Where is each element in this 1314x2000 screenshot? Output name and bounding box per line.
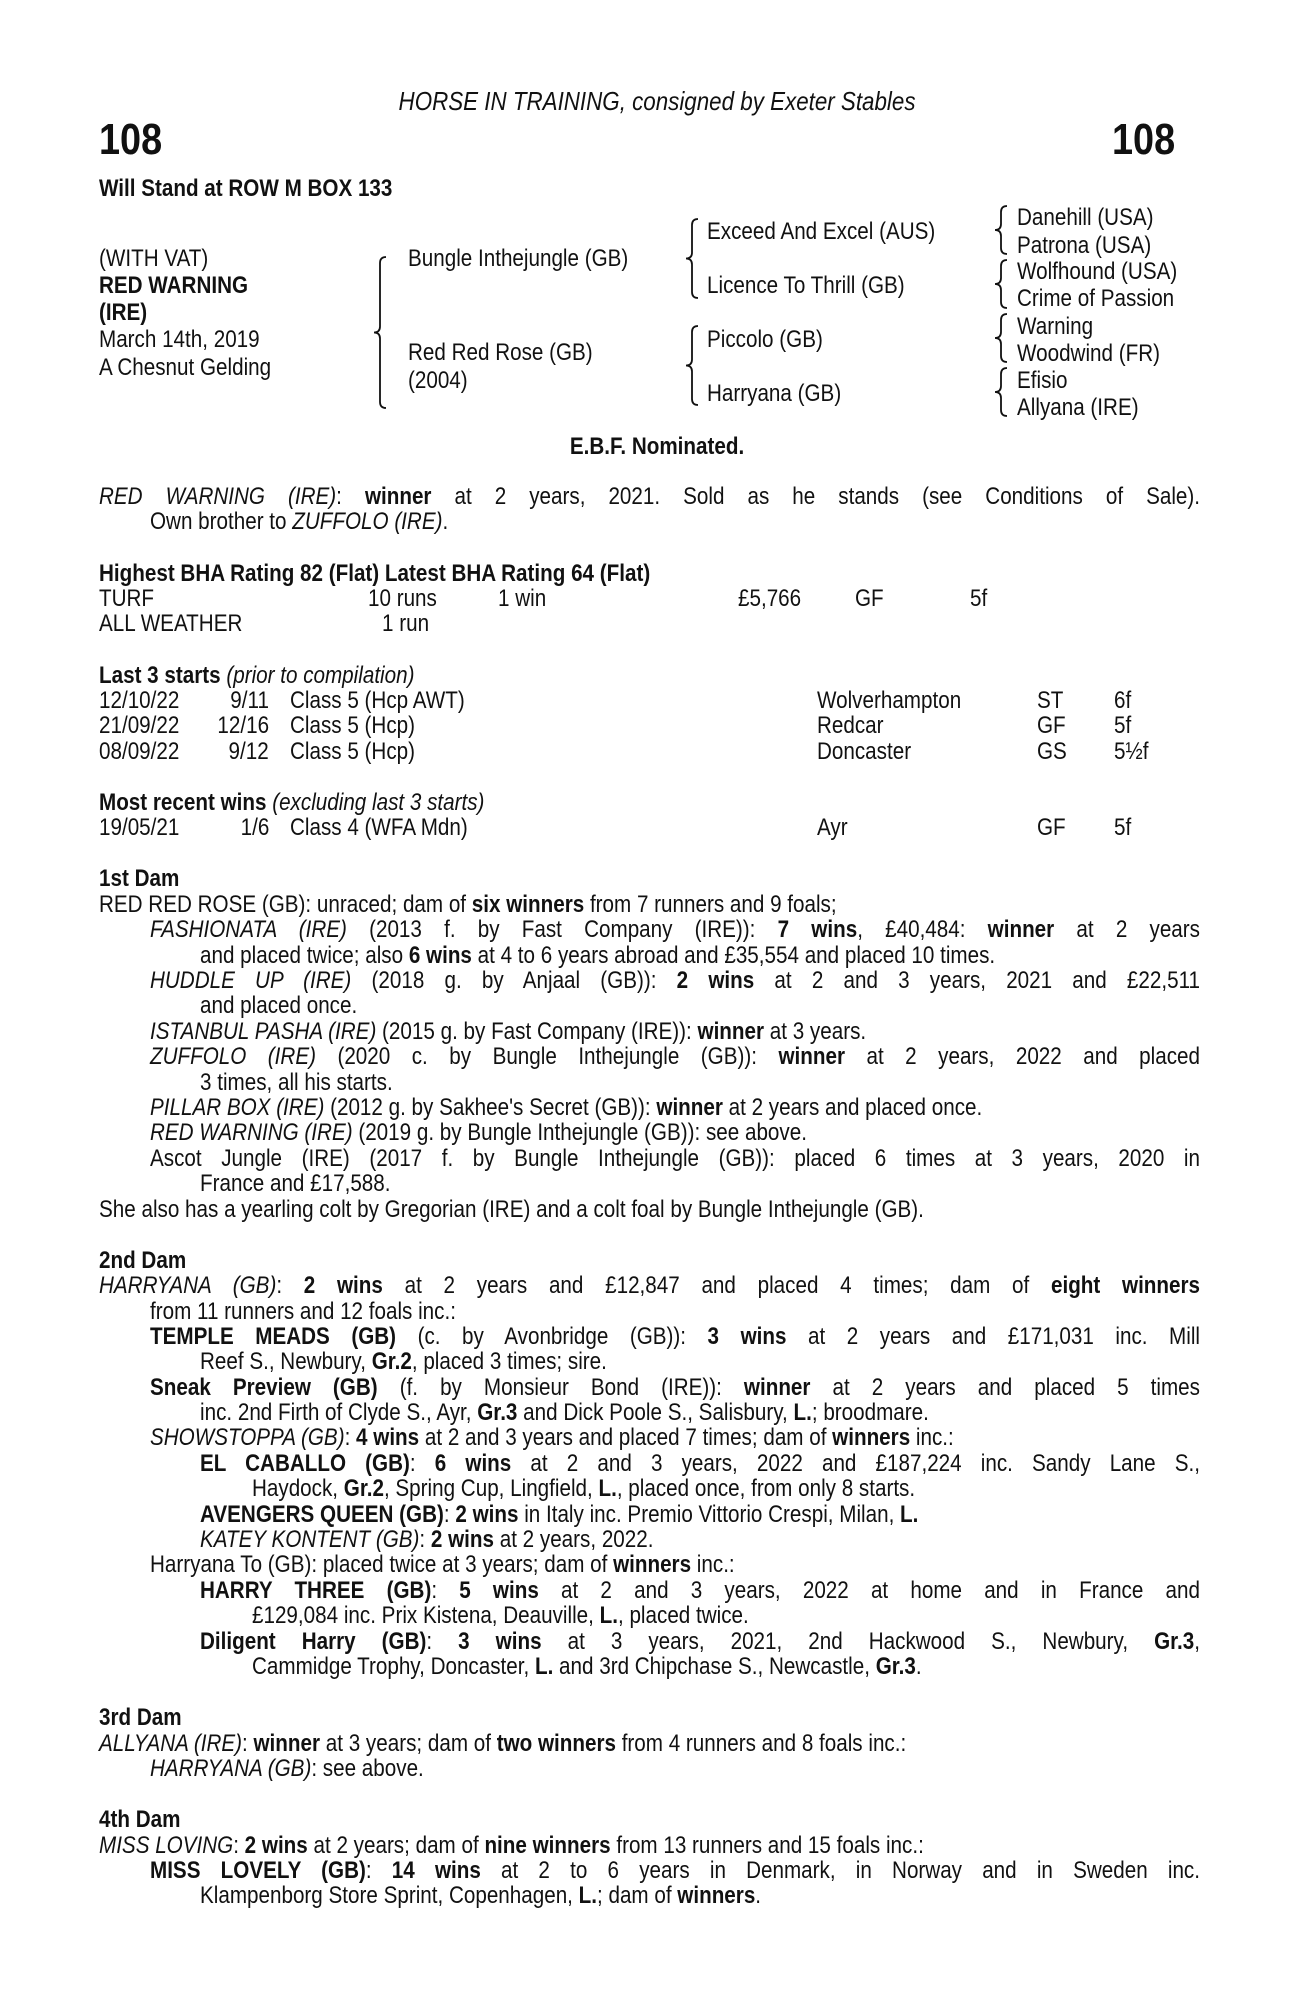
text-line	[252, 1654, 1200, 1679]
bold-text: 2 wins	[430, 1526, 494, 1554]
bold-text: 6 wins	[434, 1449, 512, 1477]
spacer	[99, 764, 1200, 790]
text-line	[99, 1248, 1200, 1273]
bold-text: 7 wins	[777, 916, 858, 944]
bold-text: L.	[598, 1475, 617, 1503]
start-row	[99, 739, 1200, 764]
table-cell: GF	[1037, 712, 1066, 740]
bold-text: winners	[832, 1424, 911, 1452]
bold-text: Gr.3	[1154, 1627, 1195, 1655]
stats-row	[99, 586, 1200, 611]
text-segment: :	[419, 1526, 431, 1554]
text-segment: :	[336, 483, 365, 510]
italic-name: (prior to compilation)	[226, 661, 415, 689]
race-record-body	[99, 484, 1200, 1909]
brace-gen2-sire	[686, 219, 698, 298]
sire: Bungle Inthejungle (GB)	[408, 245, 629, 272]
bold-text: L.	[534, 1653, 554, 1680]
text-line	[200, 1171, 1200, 1196]
text-segment: , £40,484:	[857, 916, 988, 944]
text-segment: Ascot Jungle (IRE) (2017 f. by Bungle Inthejungle (GB)): placed 6 times at 3 years, 2020 in	[150, 1144, 1200, 1172]
text-segment: from 11 runners and 12 foals inc.:	[150, 1297, 456, 1325]
table-cell: 6f	[1114, 686, 1132, 714]
gen4-ancestor: Warning	[1017, 313, 1094, 340]
text-line	[150, 917, 1200, 942]
text-segment: , placed 3 times; sire.	[411, 1348, 607, 1376]
text-segment: RED RED ROSE (GB): unraced; dam of	[99, 890, 472, 918]
bold-text: 3 wins	[707, 1322, 787, 1350]
text-segment: at 2 and 3 years, 2021 and £22,511	[754, 967, 1201, 995]
text-segment: at 2 to 6 years in Denmark, in Norway and in Sweden inc.	[480, 1856, 1200, 1884]
text-line	[200, 1070, 1200, 1095]
bold-text: nine winners	[484, 1831, 611, 1859]
dam-sire: Piccolo (GB)	[707, 326, 823, 353]
bold-text: HARRY THREE (GB)	[200, 1576, 432, 1604]
bold-text: winner	[743, 1373, 811, 1401]
spacer	[99, 1222, 1200, 1248]
bold-text: 2 wins	[455, 1500, 519, 1528]
stand-location: Will Stand at ROW M BOX 133	[99, 175, 393, 202]
gen4-ancestor: Wolfhound (USA)	[1017, 258, 1178, 285]
bold-text: winners	[613, 1551, 692, 1579]
text-line	[200, 1451, 1200, 1476]
bold-text: eight winners	[1050, 1272, 1201, 1300]
brace-gen3	[995, 206, 1007, 254]
text-segment: at 2 years; dam of	[307, 1831, 485, 1859]
bold-text: winner	[656, 1094, 723, 1121]
text-line	[99, 1731, 1200, 1756]
lot-number-right: 108	[1112, 115, 1176, 164]
bold-text: Most recent wins	[99, 788, 267, 816]
bold-text: EL CABALLO (GB)	[200, 1449, 410, 1477]
table-cell: Class 5 (Hcp)	[290, 737, 416, 765]
bold-text: 3 wins	[458, 1627, 542, 1655]
text-line	[150, 1095, 1200, 1120]
text-segment: Cammidge Trophy, Doncaster,	[252, 1653, 535, 1680]
table-cell: Class 5 (Hcp)	[290, 712, 416, 740]
text-segment: .	[442, 508, 449, 536]
text-segment: :	[365, 1856, 392, 1884]
table-cell: Class 5 (Hcp AWT)	[290, 686, 465, 714]
italic-name: HARRYANA (GB)	[150, 1754, 312, 1782]
text-segment: at 3 years, 2021, 2nd Hackwood S., Newbury,	[541, 1627, 1155, 1655]
text-line	[252, 1603, 1200, 1628]
table-cell: ST	[1037, 686, 1064, 714]
text-segment: :	[409, 1449, 435, 1477]
text-segment: Reef S., Newbury,	[200, 1348, 372, 1376]
bold-text: AVENGERS QUEEN (GB)	[200, 1500, 444, 1528]
bold-text: Gr.2	[371, 1348, 412, 1376]
gen4-ancestor: Woodwind (FR)	[1017, 340, 1160, 367]
bold-text: Sneak Preview (GB)	[150, 1373, 378, 1401]
table-cell: Doncaster	[817, 737, 912, 765]
gen4-ancestor: Patrona (USA)	[1017, 232, 1152, 259]
text-segment: Own brother to	[150, 508, 293, 536]
text-line	[200, 1349, 1200, 1374]
bold-text: winner	[987, 916, 1055, 944]
text-segment: France and £17,588.	[200, 1170, 391, 1198]
text-segment: :	[276, 1272, 304, 1300]
text-line	[150, 1019, 1200, 1044]
text-segment: and placed twice; also	[200, 941, 409, 969]
text-segment: at 2 and 3 years and placed 7 times; dam of	[419, 1424, 833, 1452]
text-segment: .	[915, 1653, 922, 1680]
italic-name: FASHIONATA (IRE)	[150, 916, 347, 944]
bold-text: TEMPLE MEADS (GB)	[150, 1322, 397, 1350]
text-segment: :	[443, 1500, 456, 1528]
text-segment: at 2 and 3 years, 2022 at home and in France and	[538, 1576, 1200, 1604]
text-line	[252, 1476, 1200, 1501]
table-cell: Class 4 (WFA Mdn)	[290, 814, 468, 842]
text-segment: at 2 years, 2022.	[493, 1526, 654, 1554]
bold-text: 2 wins	[244, 1831, 308, 1859]
text-line	[99, 790, 1200, 815]
text-line	[99, 1197, 1200, 1222]
bold-text: winner	[697, 1017, 765, 1045]
bold-text: L.	[578, 1882, 597, 1910]
text-segment: ,	[1194, 1627, 1200, 1655]
text-segment: and 3rd Chipchase S., Newcastle,	[553, 1653, 876, 1680]
text-segment: :	[431, 1576, 460, 1604]
bold-text: six winners	[471, 890, 585, 918]
text-segment: She also has a yearling colt by Gregorian (IRE) and a colt foal by Bungle Inthejungle (GB).	[99, 1195, 924, 1223]
table-cell: 1 run	[382, 610, 430, 638]
italic-name: ISTANBUL PASHA (IRE)	[150, 1017, 377, 1045]
catalogue-header: HORSE IN TRAINING, consigned by Exeter Stables	[398, 86, 916, 116]
italic-name: MISS LOVING	[99, 1831, 234, 1859]
text-segment: at 2 years	[1054, 916, 1200, 944]
lot-number-left: 108	[99, 115, 163, 164]
bold-text: two winners	[496, 1729, 616, 1757]
text-segment: inc.:	[691, 1551, 735, 1579]
text-segment: at 4 to 6 years abroad and £35,554 and placed 10 times.	[471, 941, 996, 969]
text-line	[150, 1299, 1200, 1324]
text-segment: from 13 runners and 15 foals inc.:	[610, 1831, 924, 1859]
text-line	[200, 1527, 1200, 1552]
horse-description: A Chesnut Gelding	[99, 354, 272, 381]
bold-text: L.	[793, 1399, 812, 1427]
italic-name: HARRYANA (GB)	[99, 1272, 277, 1300]
italic-name: ZUFFOLO (IRE)	[292, 508, 443, 536]
text-segment: 3 times, all his starts.	[200, 1068, 393, 1096]
bold-text: 14 wins	[391, 1856, 481, 1884]
text-segment: (2019 g. by Bungle Inthejungle (GB)): see above.	[352, 1119, 807, 1147]
gen4-ancestor: Efisio	[1017, 367, 1068, 394]
gen4-ancestor: Allyana (IRE)	[1017, 394, 1139, 421]
text-line	[99, 866, 1200, 891]
text-segment: (2013 f. by Fast Company (IRE)):	[346, 916, 778, 944]
italic-name: ALLYANA (IRE)	[99, 1729, 243, 1757]
text-line	[150, 1375, 1200, 1400]
text-segment: at 2 and 3 years, 2022 and £187,224 inc. Sandy Lane S.,	[511, 1449, 1201, 1477]
bold-text: 6 wins	[408, 941, 472, 969]
table-cell: 1/6	[240, 814, 269, 842]
text-line	[200, 1883, 1200, 1908]
text-segment: from 4 runners and 8 foals inc.:	[615, 1729, 907, 1757]
brace-gen2-dam	[686, 326, 698, 405]
table-cell: 1 win	[498, 584, 547, 612]
bold-text: Diligent Harry (GB)	[200, 1627, 427, 1655]
text-segment: ; dam of	[596, 1882, 678, 1910]
table-cell: 12/16	[217, 712, 269, 740]
text-line	[150, 1425, 1200, 1450]
text-line	[99, 1273, 1200, 1298]
text-segment: (2012 g. by Sakhee's Secret (GB)):	[324, 1094, 657, 1121]
spacer	[99, 535, 1200, 561]
table-cell: 5f	[1114, 712, 1132, 740]
text-segment: at 2 years, 2021. Sold as he stands (see Conditions of Sale).	[431, 483, 1201, 510]
brace-gen1	[374, 257, 386, 408]
text-segment: : see above.	[311, 1754, 424, 1782]
bold-text: 4th Dam	[99, 1806, 181, 1834]
text-line	[150, 509, 1200, 534]
text-line	[200, 1400, 1200, 1425]
bold-text: Gr.2	[343, 1475, 384, 1503]
text-segment: at 3 years.	[764, 1017, 867, 1045]
text-segment: (2018 g. by Anjaal (GB)):	[351, 967, 677, 995]
table-cell: 9/11	[230, 686, 269, 714]
text-segment: :	[344, 1424, 357, 1452]
table-cell: £5,766	[738, 584, 802, 612]
bold-text: 4 wins	[356, 1424, 420, 1452]
bold-text: 5 wins	[459, 1576, 539, 1604]
table-cell: 08/09/22	[99, 737, 180, 765]
ebf-nominated: E.B.F. Nominated.	[569, 433, 745, 460]
bold-text: 1st Dam	[99, 865, 180, 893]
text-segment: at 2 years and £12,847 and placed 4 times; dam of	[382, 1272, 1051, 1300]
bold-text: 2 wins	[676, 967, 755, 995]
text-line	[99, 484, 1200, 509]
bold-text: winners	[677, 1882, 756, 1910]
text-segment: at 3 years; dam of	[320, 1729, 497, 1757]
text-segment: £129,084 inc. Prix Kistena, Deauville,	[252, 1602, 600, 1630]
text-line	[150, 1324, 1200, 1349]
text-segment: ; broodmare.	[811, 1399, 929, 1427]
table-cell: Redcar	[817, 712, 884, 740]
spacer	[99, 1679, 1200, 1705]
text-line	[150, 1044, 1200, 1069]
text-segment: inc.:	[910, 1424, 954, 1452]
italic-name: PILLAR BOX (IRE)	[150, 1094, 325, 1121]
text-line	[150, 1146, 1200, 1171]
bold-text: L.	[599, 1602, 618, 1630]
gen4-ancestor: Crime of Passion	[1017, 285, 1175, 312]
text-segment: from 7 runners and 9 foals;	[584, 890, 837, 918]
text-segment: :	[242, 1729, 254, 1757]
brace-gen3	[995, 368, 1007, 416]
text-line	[200, 993, 1200, 1018]
table-cell: 12/10/22	[99, 686, 180, 714]
text-segment: , placed twice.	[617, 1602, 749, 1630]
bold-text: 2 wins	[303, 1272, 383, 1300]
text-segment: at 2 years and placed 5 times	[810, 1373, 1200, 1401]
foaling-date: March 14th, 2019	[99, 326, 260, 353]
bold-text: L.	[900, 1500, 919, 1528]
start-row	[99, 713, 1200, 738]
table-cell: 5f	[1114, 814, 1132, 842]
italic-name: RED WARNING (IRE)	[99, 483, 337, 510]
text-segment: and Dick Poole S., Salisbury,	[517, 1399, 794, 1427]
text-line	[99, 1705, 1200, 1730]
text-line	[99, 561, 1200, 586]
text-line	[150, 968, 1200, 993]
text-line	[150, 1552, 1200, 1577]
dam-year: (2004)	[408, 367, 468, 394]
bold-text: Gr.3	[477, 1399, 518, 1427]
spacer	[99, 1781, 1200, 1807]
text-line	[99, 1833, 1200, 1858]
table-cell: Wolverhampton	[817, 686, 962, 714]
text-segment: (2015 g. by Fast Company (IRE)):	[376, 1017, 698, 1045]
table-cell: TURF	[99, 584, 155, 612]
text-line	[150, 1120, 1200, 1145]
bold-text: Last 3 starts	[99, 661, 221, 689]
text-line	[200, 1502, 1200, 1527]
table-cell: 10 runs	[368, 584, 437, 612]
dam-dam: Harryana (GB)	[707, 380, 842, 407]
text-segment: inc. 2nd Firth of Clyde S., Ayr,	[200, 1399, 478, 1427]
bold-text: winner	[364, 483, 432, 510]
text-line	[99, 663, 1200, 688]
spacer	[99, 637, 1200, 663]
text-segment: (f. by Monsieur Bond (IRE)):	[377, 1373, 744, 1401]
table-cell: Ayr	[817, 814, 848, 842]
text-segment: (c. by Avonbridge (GB)):	[396, 1322, 708, 1350]
vat-note: (WITH VAT)	[99, 245, 209, 272]
text-segment: and placed once.	[200, 992, 358, 1020]
sire-sire: Exceed And Excel (AUS)	[707, 218, 936, 245]
table-cell: 19/05/21	[99, 814, 180, 842]
horse-suffix: (IRE)	[99, 299, 148, 326]
bold-text: MISS LOVELY (GB)	[150, 1856, 366, 1884]
italic-name: RED WARNING (IRE)	[150, 1119, 353, 1147]
spacer	[99, 841, 1200, 867]
text-segment: in Italy inc. Premio Vittorio Crespi, Milan,	[518, 1500, 901, 1528]
text-segment: :	[426, 1627, 459, 1655]
text-segment: (2020 c. by Bungle Inthejungle (GB)):	[315, 1043, 779, 1071]
table-cell: GS	[1037, 737, 1067, 765]
italic-name: KATEY KONTENT (GB)	[200, 1526, 420, 1554]
start-row	[99, 815, 1200, 840]
text-segment: at 2 years, 2022 and placed	[844, 1043, 1201, 1071]
table-cell: GF	[1037, 814, 1066, 842]
bold-text: winner	[778, 1043, 845, 1071]
table-cell: 9/12	[228, 737, 269, 765]
sire-dam: Licence To Thrill (GB)	[707, 272, 905, 299]
bold-text: Highest BHA Rating 82 (Flat) Latest BHA Rating 64 (Flat)	[99, 559, 651, 587]
table-cell: ALL WEATHER	[99, 610, 243, 638]
italic-name: (excluding last 3 starts)	[272, 788, 485, 816]
table-cell: 5f	[970, 584, 988, 612]
gen4-ancestor: Danehill (USA)	[1017, 204, 1154, 231]
bold-text: 2nd Dam	[99, 1246, 187, 1274]
text-segment: :	[233, 1831, 245, 1859]
table-cell: GF	[855, 584, 884, 612]
brace-gen3	[995, 260, 1007, 308]
text-line	[99, 892, 1200, 917]
text-segment: Haydock,	[252, 1475, 344, 1503]
stats-row	[99, 611, 1200, 636]
horse-name: RED WARNING	[99, 272, 249, 299]
text-segment: .	[755, 1882, 762, 1910]
dam: Red Red Rose (GB)	[408, 339, 593, 366]
bold-text: 3rd Dam	[99, 1704, 182, 1732]
bold-text: winner	[253, 1729, 321, 1757]
italic-name: SHOWSTOPPA (GB)	[150, 1424, 345, 1452]
text-segment: Klampenborg Store Sprint, Copenhagen,	[200, 1882, 579, 1910]
text-line	[150, 1756, 1200, 1781]
text-line	[200, 1629, 1200, 1654]
italic-name: ZUFFOLO (IRE)	[150, 1043, 316, 1071]
brace-gen3	[995, 314, 1007, 362]
text-segment: at 2 years and £171,031 inc. Mill	[786, 1322, 1201, 1350]
table-cell: 21/09/22	[99, 712, 180, 740]
italic-name: HUDDLE UP (IRE)	[150, 967, 352, 995]
text-line	[150, 1858, 1200, 1883]
text-segment: , Spring Cup, Lingfield,	[383, 1475, 599, 1503]
start-row	[99, 688, 1200, 713]
text-segment: at 2 years and placed once.	[722, 1094, 983, 1121]
text-line	[200, 943, 1200, 968]
text-line	[99, 1807, 1200, 1832]
text-segment: , placed once, from only 8 starts.	[616, 1475, 916, 1503]
table-cell: 5½f	[1114, 737, 1149, 765]
text-line	[200, 1578, 1200, 1603]
bold-text: Gr.3	[875, 1653, 916, 1680]
text-segment: Harryana To (GB): placed twice at 3 years; dam of	[150, 1551, 614, 1579]
